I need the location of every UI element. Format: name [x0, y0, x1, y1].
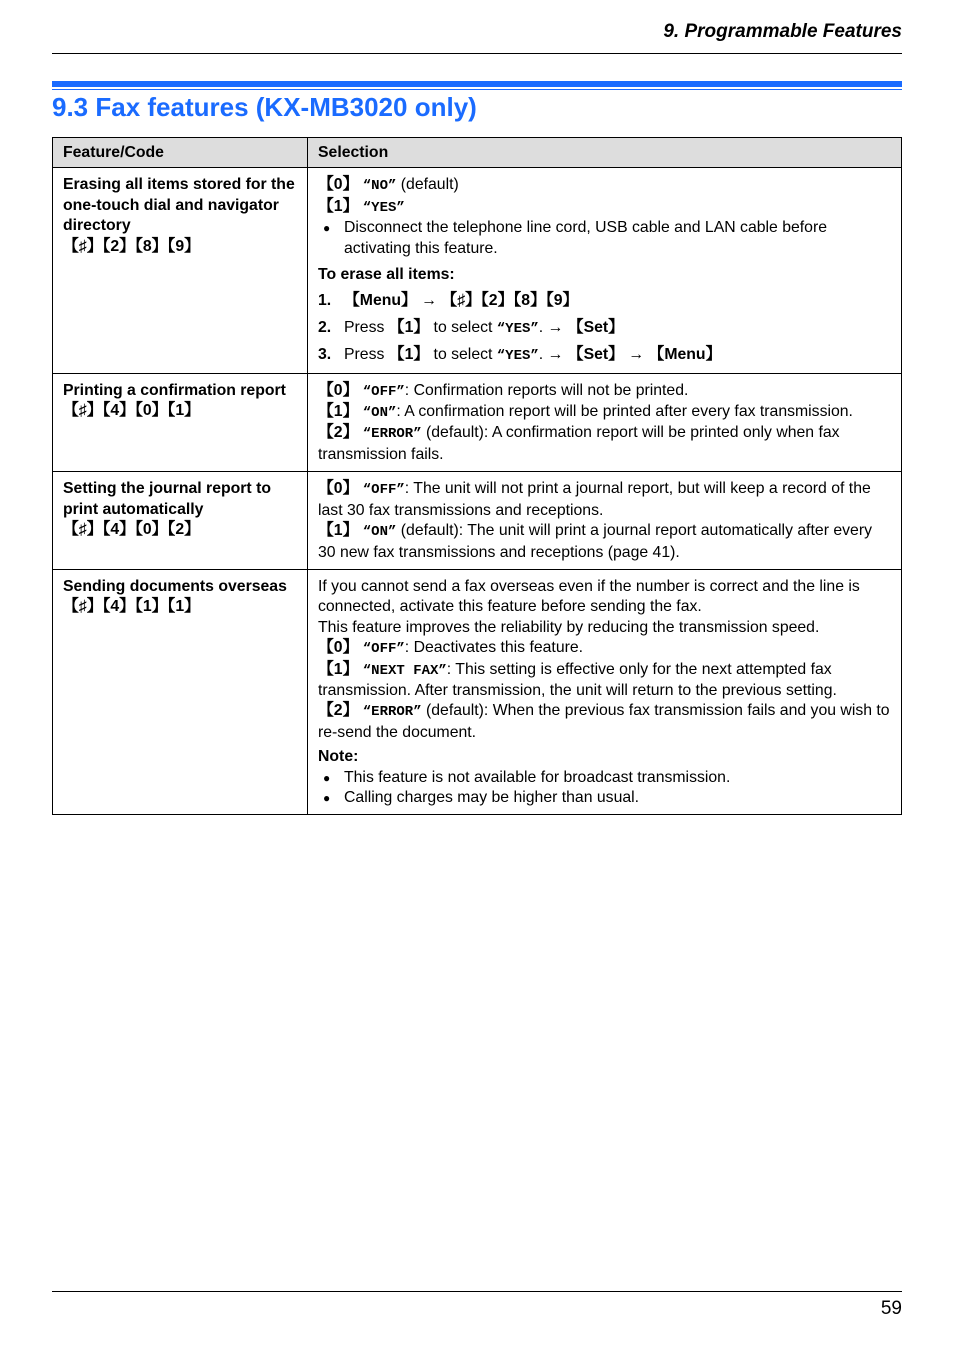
table-row [53, 472, 902, 570]
option-line: 【1】 “NEXT FAX”: This setting is effective only for the next attempted fax transmission. After transmission, the unit will return to the previous setting. [318, 660, 837, 699]
intro-text: If you cannot send a fax overseas even if the number is correct and the line is connected, activate this feature before sending the fax. [318, 577, 860, 616]
feature-name: Erasing all items stored for the one-touch dial and navigator directory [63, 176, 295, 235]
option-line: 【1】 “ON”: A confirmation report will be printed after every fax transmission. [318, 403, 853, 422]
bullet-item: ● Disconnect the telephone line cord, USB cable and LAN cable before activating this feature. [318, 218, 891, 259]
step-item: 2. Press 【1】 to select “YES”. → 【Set】 [318, 318, 624, 337]
feature-cell [53, 569, 308, 814]
step-item: 3. Press 【1】 to select “YES”. → 【Set】 → 【Menu】 [318, 346, 722, 365]
option-line: 【1】 “YES” [318, 197, 405, 216]
header-feature-code: Feature/Code [53, 138, 308, 168]
header-selection: Selection [308, 138, 902, 168]
table-header-row [53, 138, 902, 168]
option-line: 【1】 “ON” (default): The unit will print a journal report automatically after every 30 new fax transmissions and receptions (page 41). [318, 522, 872, 561]
feature-cell [53, 168, 308, 373]
note-heading: Note: [318, 748, 359, 766]
option-line: 【2】 “ERROR” (default): A confirmation report will be printed only when fax transmission fails. [318, 424, 840, 463]
feature-cell [53, 373, 308, 472]
selection-cell [308, 373, 902, 472]
intro-text: This feature improves the reliability by reducing the transmission speed. [318, 618, 820, 636]
option-line: 【0】 “OFF”: The unit will not print a journal report, but will keep a record of the last 30 fax transmissions and receptions. [318, 480, 871, 519]
table-row [53, 569, 902, 814]
sub-heading: To erase all items: [318, 266, 455, 284]
option-line: 【0】 “NO” (default) [318, 176, 459, 195]
feature-code: 【♯】【2】【8】【9】 [63, 237, 200, 255]
feature-name: Printing a confirmation report [63, 381, 286, 399]
feature-name: Sending documents overseas [63, 577, 287, 595]
option-line: 【2】 “ERROR” (default): When the previous fax transmission fails and you wish to re-send the document. [318, 702, 890, 741]
option-line: 【0】 “OFF”: Deactivates this feature. [318, 639, 584, 658]
bullet-item: ● Calling charges may be higher than usual. [318, 788, 891, 808]
selection-cell [308, 569, 902, 814]
page-footer [52, 1291, 902, 1319]
section-title: 9. Programmable Features [663, 21, 902, 42]
title-rule [52, 81, 902, 90]
feature-code: 【♯】【4】【1】【1】 [63, 598, 200, 616]
feature-name: Setting the journal report to print automatically [63, 480, 271, 518]
page-title: 9.3 Fax features (KX-MB3020 only) [52, 92, 477, 122]
table-row [53, 373, 902, 472]
page-number: 59 [880, 1298, 902, 1319]
bullet-item: ● This feature is not available for broadcast transmission. [318, 768, 891, 788]
selection-cell [308, 168, 902, 373]
feature-code: 【♯】【4】【0】【2】 [63, 521, 200, 539]
features-table [52, 137, 902, 815]
page-header [52, 18, 902, 54]
selection-cell [308, 472, 902, 570]
table-row [53, 168, 902, 373]
feature-code: 【♯】【4】【0】【1】 [63, 402, 200, 420]
feature-cell [53, 472, 308, 570]
step-item: 1. 【Menu】 → 【♯】【2】【8】【9】 [318, 292, 579, 310]
option-line: 【0】 “OFF”: Confirmation reports will not be printed. [318, 381, 689, 400]
